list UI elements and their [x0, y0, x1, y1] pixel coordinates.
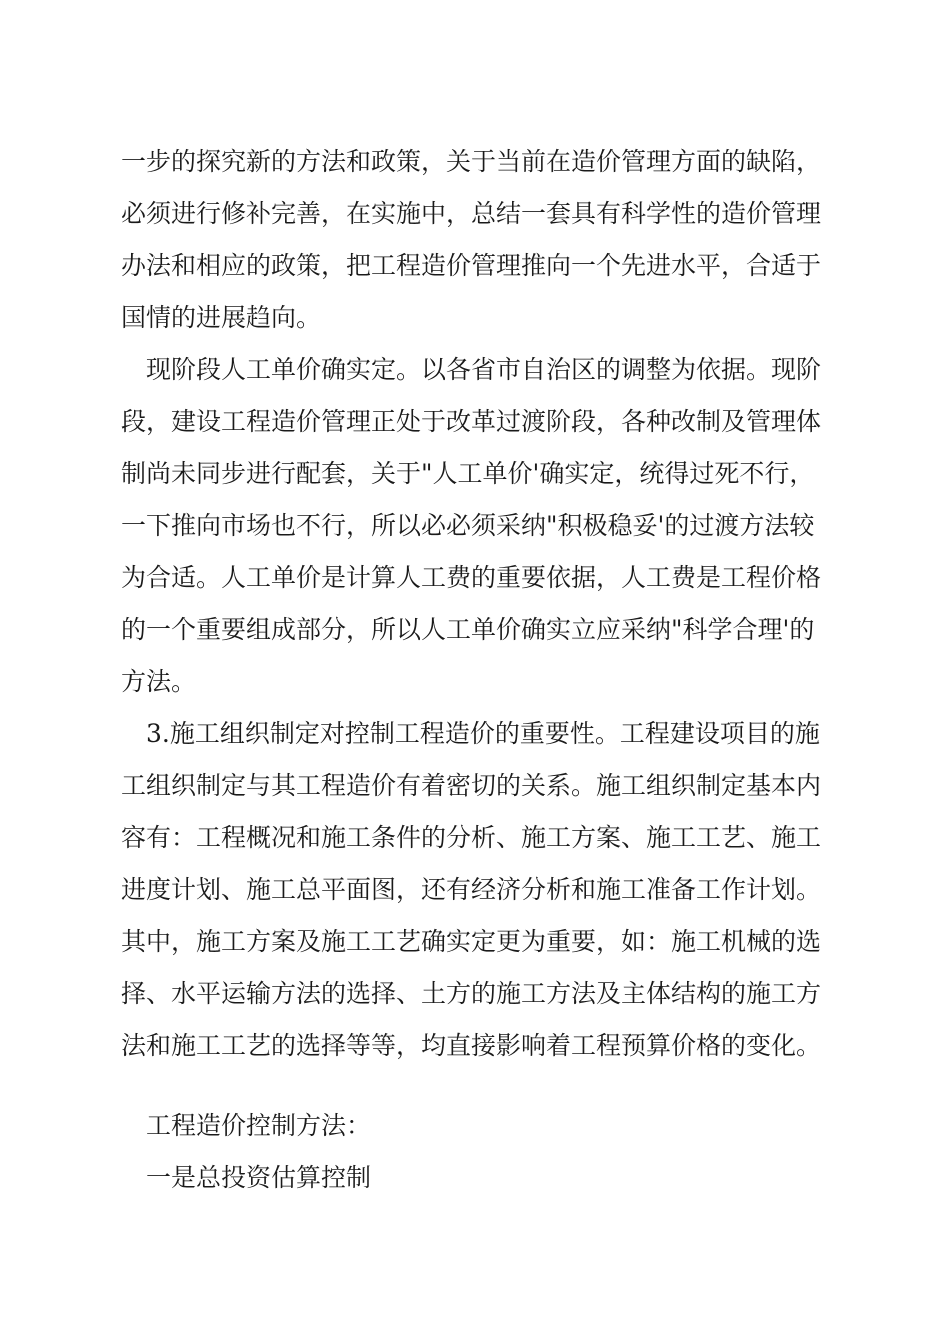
paragraph-1-line-2: 必须进行修补完善，在实施中，总结一套具有科学性的造价管理	[121, 199, 822, 228]
paragraph-2-line-4: 一下推向市场也不行，所以必必须采纳"积极稳妥'的过渡方法较	[121, 511, 815, 540]
paragraph-2-line-6: 的一个重要组成部分，所以人工单价确实立应采纳"科学合理'的	[121, 615, 815, 644]
paragraph-2-line-2: 段，建设工程造价管理正处于改革过渡阶段，各种改制及管理体	[121, 407, 822, 436]
paragraph-2-line-5: 为合适。人工单价是计算人工费的重要依据，人工费是工程价格	[121, 563, 822, 592]
paragraph-3-line-5: 其中，施工方案及施工工艺确实定更为重要，如：施工机械的选	[121, 927, 822, 956]
paragraph-3-line-1: 3.施工组织制定对控制工程造价的重要性。工程建设项目的施	[146, 719, 820, 748]
paragraph-3-line-4: 进度计划、施工总平面图，还有经济分析和施工准备工作计划。	[121, 875, 822, 904]
list-item-1: 一是总投资估算控制	[146, 1163, 372, 1192]
paragraph-1-line-4: 国情的进展趋向。	[121, 303, 322, 332]
paragraph-3-line-7: 法和施工工艺的选择等等，均直接影响着工程预算价格的变化。	[121, 1031, 822, 1060]
paragraph-1-line-1: 一步的探究新的方法和政策，关于当前在造价管理方面的缺陷，	[121, 147, 822, 176]
paragraph-3-line-2: 工组织制定与其工程造价有着密切的关系。施工组织制定基本内	[121, 771, 822, 800]
paragraph-2-line-1: 现阶段人工单价确实定。以各省市自治区的调整为依据。现阶	[146, 355, 822, 384]
section-heading: 工程造价控制方法：	[146, 1111, 372, 1140]
paragraph-1-line-3: 办法和相应的政策，把工程造价管理推向一个先进水平，合适于	[121, 251, 822, 280]
paragraph-2-line-7: 方法。	[121, 667, 197, 696]
paragraph-3-line-6: 择、水平运输方法的选择、土方的施工方法及主体结构的施工方	[121, 979, 822, 1008]
paragraph-2-line-3: 制尚未同步进行配套，关于"人工单价'确实定，统得过死不行，	[121, 459, 815, 488]
paragraph-3-line-3: 容有：工程概况和施工条件的分析、施工方案、施工工艺、施工	[121, 823, 822, 852]
